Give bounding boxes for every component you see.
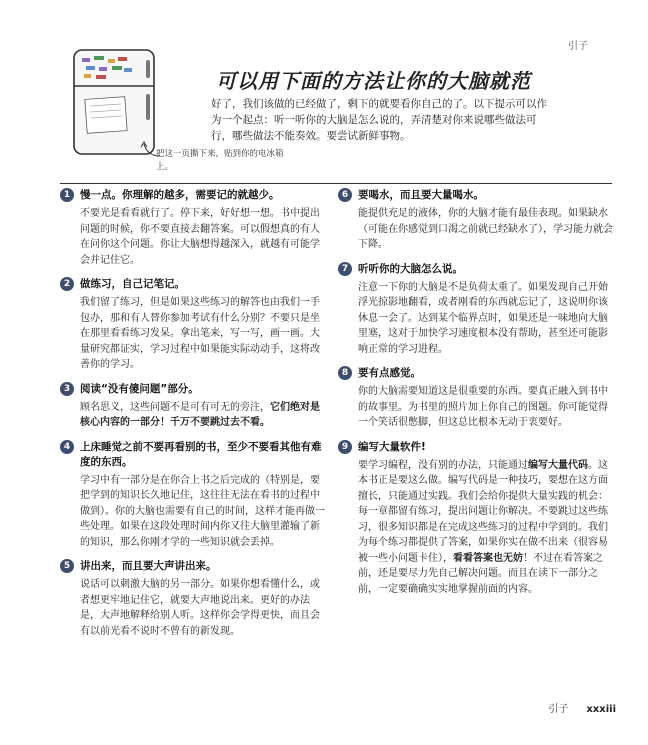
tip-body: 说话可以刺激大脑的另一部分。如果你想看懂什么，或者想更牢地记住它，就要大声地说出来。更好的办法是，大声地解释给别人听。这样你会学得更快，而且会有以前光看不说时不曾有的新发现。 bbox=[80, 579, 320, 637]
tip-item bbox=[60, 188, 328, 268]
tip-body: 学习中有一部分是在你合上书之后完成的（特别是，要把学到的知识长久地记住，这往往无法在看书的过程中做到）。你的大脑也需要有自己的时间，这样才能再做一些处理。如果在这段处理时间内你又往大脑里灌输了新的知识，那么你刚才学的一些知识就会丢掉。 bbox=[80, 474, 325, 548]
tip-item bbox=[338, 366, 613, 431]
tip-item bbox=[338, 188, 613, 253]
tip-item bbox=[338, 262, 613, 358]
tips-column-left bbox=[60, 188, 328, 648]
tip-number-badge: 2 bbox=[60, 277, 74, 291]
tip-body: 不要光是看看就行了。停下来，好好想一想。书中提出问题的时候，你不要直接去翻答案。可以假想真的有人在问你这个问题。你让大脑想得越深入，就越有可能学会并记住它。 bbox=[80, 208, 320, 266]
tip-body: 你的大脑需要知道这是很重要的东西。要真正融入到书中的故事里。为书里的照片加上你自己的图题。你可能觉得一个笑话很憋脚，但这总比根本无动于衷要好。 bbox=[358, 386, 608, 428]
tip-title: 做练习，自己记笔记。 bbox=[80, 278, 185, 290]
tip-number-badge: 8 bbox=[338, 366, 352, 380]
tip-body: 能提供充足的液体，你的大脑才能有最佳表现。如果缺水（可能在你感觉到口渴之前就已经缺水了），学习能力就会下降。 bbox=[358, 208, 613, 250]
tip-body-text: ！不过在看答案之前，还是要尽力先自己解决问题。而且在读下一部分之前，一定要确确实实地掌握前面的内容。 bbox=[358, 552, 603, 595]
page-title: 可以用下面的方法让你的大脑就范 bbox=[216, 69, 531, 93]
tip-number-badge: 6 bbox=[338, 188, 352, 202]
running-header: 引子 bbox=[568, 41, 588, 52]
tip-title: 要喝水，而且要大量喝水。 bbox=[358, 189, 484, 201]
tip-body bbox=[358, 458, 613, 598]
tip-title: 编写大量软件! bbox=[358, 440, 426, 453]
tip-body: 注意一下你的大脑是不是负荷太重了。如果发现自己开始浮光掠影地翻看，或者刚看的东西就忘记了，这说明你该休息一会了。达到某个临界点时，如果还是一味地向大脑里塞，这对于加快学习速度根本没有帮助，甚至还可能影响正常的学习进程。 bbox=[358, 281, 608, 355]
tip-title: 阅读“没有傻问题”部分。 bbox=[80, 382, 199, 395]
tip-number-badge: 4 bbox=[60, 440, 74, 454]
tip-body: 我们留了练习，但是如果这些练习的解答也由我们一手包办，那和有人替你参加考试有什么分别？不要只是坐在那里看看练习发呆。拿出笔来，写一写，画一画。大量研究都证实，学习过程中如果能实际动动手，这将改善你的学习。 bbox=[80, 297, 320, 370]
tip-item bbox=[60, 382, 328, 431]
tip-body-emphasis: 编写大量代码 bbox=[528, 459, 588, 471]
tip-title: 上床睡觉之前不要再看别的书，至少不要看其他有难度的东西。 bbox=[80, 440, 322, 468]
tip-number-badge: 5 bbox=[60, 559, 74, 573]
tip-item bbox=[338, 440, 613, 598]
tips-column-right bbox=[338, 188, 613, 606]
fridge-note: 把这一页撕下来，贴到你的电冰箱上。 bbox=[156, 149, 284, 172]
tip-number-badge: 1 bbox=[60, 188, 74, 202]
tip-title: 讲出来，而且要大声讲出来。 bbox=[80, 560, 217, 572]
tip-number-badge: 7 bbox=[338, 262, 352, 276]
tip-title: 慢一点。你理解的越多，需要记的就越少。 bbox=[80, 189, 280, 201]
tip-item bbox=[60, 440, 328, 551]
page-number: xxxiii bbox=[586, 704, 616, 715]
tip-body bbox=[80, 400, 328, 431]
intro-paragraph: 好了，我们该做的已经做了，剩下的就要看你自己的了。以下提示可以作为一个起点：听一听你的大脑是怎么说的，弄清楚对你来说哪些做法可行，哪些做法不能奏效。要尝试新鲜事物。 bbox=[211, 98, 547, 142]
tip-body-emphasis: 看看答案也无妨 bbox=[453, 552, 523, 564]
tip-item bbox=[60, 559, 328, 639]
tip-body-text: 。这本书正是要这么做。编写代码是一种技巧，要想在这方面擅长，只能通过实践。我们会给你提供大量实践的机会：每一章都留有练习，提出问题让你解决。不要跳过这些练习，很多知识都是在完成这些练习的过程中学到的。我们为每个练习都提供了答案，如果你实在做不出来（很容易被一些小问题卡住）， bbox=[358, 459, 608, 564]
tip-number-badge: 9 bbox=[338, 440, 352, 454]
tip-body-emphasis: 它们绝对是核心内容的一部分！千万不要跳过去不看。 bbox=[80, 401, 320, 428]
tip-body-text: 顾名思义，这些问题不是可有可无的旁注， bbox=[80, 401, 270, 413]
tip-number-badge: 3 bbox=[60, 382, 74, 396]
page-footer bbox=[548, 700, 616, 715]
tip-title: 听听你的大脑怎么说。 bbox=[358, 262, 463, 275]
divider bbox=[60, 183, 612, 184]
tip-item bbox=[60, 277, 328, 373]
tip-title: 要有点感觉。 bbox=[358, 367, 421, 379]
tip-body-text: 要学习编程，没有别的办法，只能通过 bbox=[358, 459, 528, 471]
footer-section-label: 引子 bbox=[548, 704, 569, 715]
